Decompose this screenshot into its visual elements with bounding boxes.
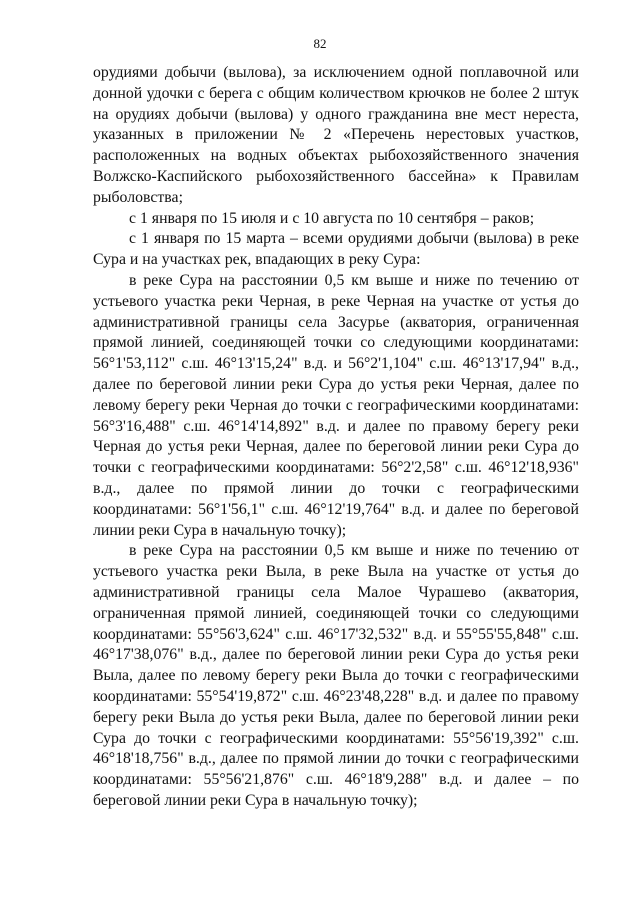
document-body (93, 63, 579, 812)
paragraph-sura-period: с 1 января по 15 марта – всеми орудиями добычи (вылова) в реке Сура и на участках рек, впадающих в реку Сура: (93, 230, 579, 269)
paragraph-crayfish-period: с 1 января по 15 июля и с 10 августа по 10 сентября – раков; (129, 209, 535, 227)
paragraph-continuation: орудиями добычи (вылова), за исключением одной поплавочной или донной удочки с берега с общим количеством крючков не более 2 штук на орудиях добычи (вылова) у одного гражданина вне мест нереста, указанных в приложении № 2 «Перечень нерестовых участков, расположенных на водных объектах рыбохозяйственного значения Волжско-Каспийского рыбохозяйственного бассейна» к Правилам рыболовства; (93, 64, 579, 206)
paragraph-vyla-river: в реке Сура на расстоянии 0,5 км выше и ниже по течению от устьевого участка реки Выла, в реке Выла на участке от устья до административной границы села Малое Чурашево (акватория, ограниченная прямой линией, соединяющей точки со следующими координатами: 55°56'3,624" с.ш. 46°17'32,532" в.д. и 55°55'55,848" с.ш. 46°17'38,076" в.д., далее по береговой линии реки Сура до устья реки Выла, далее по левому берегу реки Выла до точки с географическими координатами: 55°54'19,872" с.ш. 46°23'48,228" в.д. и далее по правому берегу реки Выла до устья реки Выла, далее по береговой линии реки Сура до точки с географическими координатами: 55°56'19,392" с.ш. 46°18'18,756" в.д., далее по прямой линии до точки с географическими координатами: 55°56'21,876" с.ш. 46°18'9,288" в.д. и далее – по береговой линии реки Сура в начальную точку); (93, 542, 579, 809)
page-number: 82 (313, 36, 327, 51)
paragraph-chernaya-river: в реке Сура на расстоянии 0,5 км выше и ниже по течению от устьевого участка реки Черная, в реке Черная на участке от устья до административной границы села Засурье (акватория, ограниченная прямой линией, соединяющей точки со следующими координатами: 56°1'53,112" с.ш. 46°13'15,24" в.д. и 56°2'1,104" с.ш. 46°13'17,94" в.д., далее по береговой линии реки Сура до устья реки Черная, далее по левому берегу реки Черная до точки с географическими координатами: 56°3'16,488" с.ш. 46°14'14,892" в.д. и далее по правому берегу реки Черная до устья реки Черная, далее по береговой линии реки Сура до точки с географическими координатами: 56°2'2,58" с.ш. 46°12'18,936" в.д., далее по прямой линии до точки с географическими координатами: 56°1'56,1" с.ш. 46°12'19,764" в.д. и далее по береговой линии реки Сура в начальную точку); (93, 271, 579, 539)
